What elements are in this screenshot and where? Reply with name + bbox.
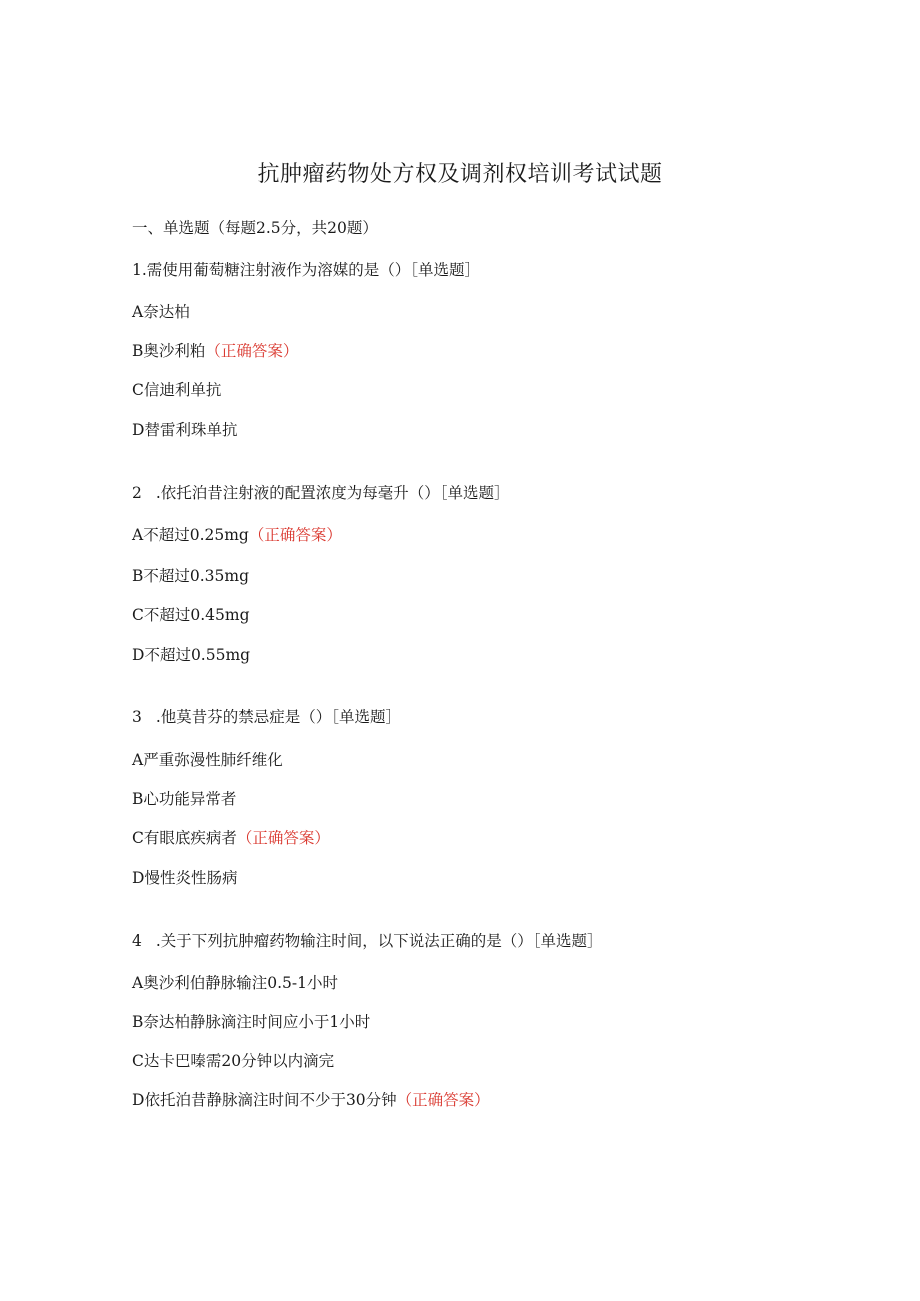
option-text: 奥沙利伯静脉输注0.5-1小时 [143,974,338,992]
option-3c [132,826,330,850]
page-title: 抗肿瘤药物处方权及调剂权培训考试试题 [257,162,663,187]
option-2b [132,564,249,588]
correct-answer-marker: （正确答案） [205,342,299,360]
question-number: 2 [132,484,142,502]
option-text: 信迪利单抗 [143,381,222,399]
option-text: 严重弥漫性肺纤维化 [143,751,283,769]
option-4c [132,1049,334,1073]
option-label: B [132,567,144,585]
option-text: 不超过0.25mg [143,526,249,544]
question-3 [132,705,401,729]
option-label: B [132,1013,144,1031]
question-number: 3 [132,708,142,726]
section-heading: 一、单选题（每题2.5分，共20题） [132,219,378,237]
option-label: A [132,751,144,769]
option-3b [132,787,236,811]
correct-answer-marker: （正确答案） [236,829,330,847]
option-4b [132,1010,370,1034]
option-2c [132,603,250,627]
option-1b [132,339,298,363]
option-text: 奈达柏静脉滴注时间应小于1小时 [143,1013,371,1031]
option-label: B [132,342,144,360]
option-text: 有眼底疾病者 [143,829,237,847]
option-label: A [132,303,144,321]
option-label: A [132,974,144,992]
option-label: D [132,1091,145,1109]
correct-answer-marker: （正确答案） [248,526,342,544]
option-text: 奈达柏 [143,303,190,321]
question-text: .关于下列抗肿瘤药物输注时间，以下说法正确的是（）［单选题］ [155,932,603,950]
option-2d [132,643,250,667]
question-number: 4 [132,932,142,950]
question-4 [132,929,603,953]
option-label: B [132,790,144,808]
question-text: .他莫昔芬的禁忌症是（）［单选题］ [155,708,402,726]
option-text: 慢性炎性肠病 [144,869,238,887]
option-text: 不超过0.55mg [144,646,251,664]
option-4a [132,971,338,995]
question-2 [132,481,510,505]
option-label: C [132,1052,144,1070]
option-3d [132,866,237,890]
question-text: .依托泊昔注射液的配置浓度为每毫升（）［单选题］ [155,484,510,502]
option-text: 奥沙利粕 [143,342,206,360]
option-text: 达卡巴嗪需20分钟以内滴完 [143,1052,335,1070]
option-3a [132,748,283,772]
option-1a [132,300,190,324]
question-1 [132,258,480,282]
option-1d [132,418,237,442]
option-text: 替雷利珠单抗 [144,421,238,439]
option-label: D [132,646,145,664]
question-text: 需使用葡萄糖注射液作为溶媒的是（）［单选题］ [146,261,481,279]
question-number: 1. [132,261,147,279]
option-text: 不超过0.45mg [143,606,250,624]
option-label: C [132,606,144,624]
option-label: C [132,381,144,399]
option-text: 依托泊昔静脉滴注时间不少于30分钟 [144,1091,397,1109]
option-label: A [132,526,144,544]
correct-answer-marker: （正确答案） [396,1091,490,1109]
option-label: D [132,869,145,887]
option-label: C [132,829,144,847]
option-2a [132,523,342,547]
option-1c [132,378,221,402]
option-text: 心功能异常者 [143,790,237,808]
option-label: D [132,421,145,439]
option-text: 不超过0.35mg [143,567,250,585]
option-4d [132,1088,490,1112]
